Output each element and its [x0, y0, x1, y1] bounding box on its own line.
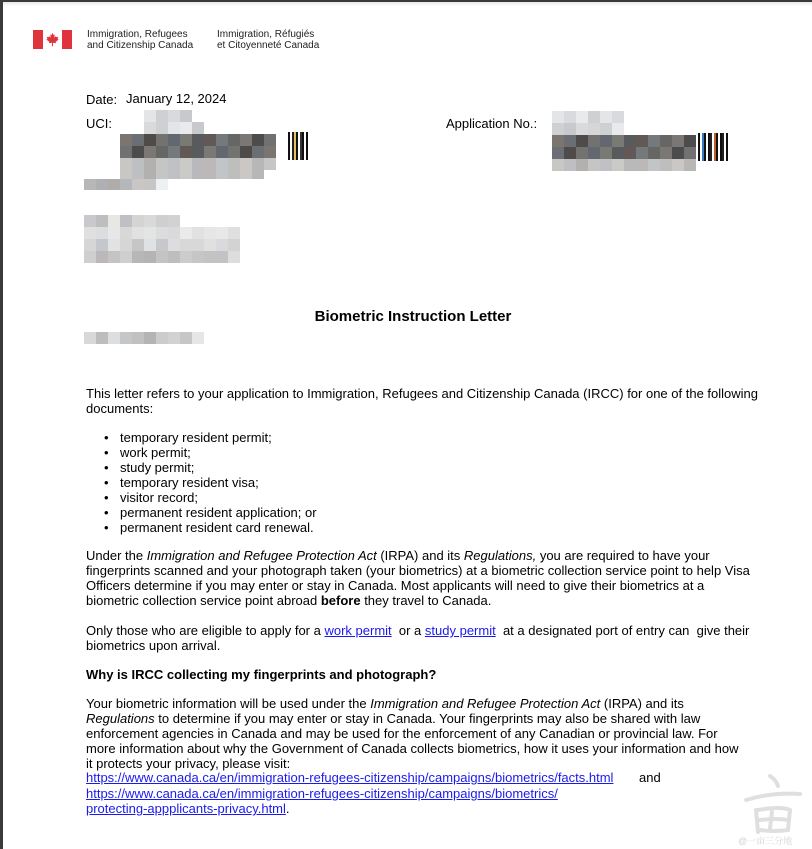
irpa-regulations: Regulations, [463, 548, 537, 563]
redaction-cell [588, 135, 600, 147]
redaction-cell [180, 110, 192, 122]
redaction-cell [264, 134, 276, 146]
redaction-cell [204, 215, 216, 227]
redaction-cell [216, 227, 228, 239]
redaction-cell [252, 122, 264, 134]
redaction-cell [576, 135, 588, 147]
redaction-cell [564, 159, 576, 171]
redaction-cell [144, 332, 156, 344]
redaction-cell [684, 147, 696, 159]
redaction-cell [216, 146, 228, 158]
redaction-cell [156, 179, 168, 190]
list-item: • permanent resident card renewal. [104, 520, 317, 535]
redaction-cell [204, 179, 216, 190]
redaction-cell [588, 159, 600, 171]
privacy-link-line2[interactable]: protecting-appplicants-privacy.html [86, 801, 286, 816]
redaction-cell [636, 135, 648, 147]
irpa-text: (IRPA) and its [376, 548, 464, 563]
redaction-cell [168, 122, 180, 134]
redaction-cell [624, 135, 636, 147]
redaction-cell [168, 134, 180, 146]
redacted-salutation [84, 332, 204, 344]
redaction-cell [624, 111, 636, 123]
redaction-cell [216, 251, 228, 263]
info-regulations: Regulations [86, 711, 155, 726]
redaction-cell [180, 251, 192, 263]
redaction-cell [636, 147, 648, 159]
redaction-cell [120, 110, 132, 122]
redaction-cell [204, 227, 216, 239]
intro-paragraph: This letter refers to your application to Immigration, Refugees and Citizenship Canada (IRCC) for one of the following documents: [86, 386, 758, 416]
department-name-english [87, 29, 193, 51]
redaction-cell [564, 147, 576, 159]
redaction-cell [96, 179, 108, 190]
redaction-cell [684, 111, 696, 123]
and-text: and [639, 770, 661, 785]
redaction-cell [180, 332, 192, 344]
redaction-cell [84, 227, 96, 239]
redaction-cell [144, 110, 156, 122]
redaction-cell [180, 239, 192, 251]
redaction-cell [132, 146, 144, 158]
redaction-cell [180, 215, 192, 227]
redaction-cell [228, 122, 240, 134]
redaction-cell [120, 122, 132, 134]
redaction-cell [108, 179, 120, 190]
redaction-cell [84, 239, 96, 251]
redaction-cell [168, 110, 180, 122]
redaction-cell [204, 110, 216, 122]
redaction-cell [108, 227, 120, 239]
redaction-cell [132, 239, 144, 251]
redaction-cell [576, 147, 588, 159]
redaction-cell [252, 179, 264, 190]
redaction-cell [84, 179, 96, 190]
redaction-cell [120, 332, 132, 344]
redaction-cell [144, 168, 156, 179]
redaction-cell [204, 122, 216, 134]
department-fr-line2: et Citoyenneté Canada [217, 40, 320, 51]
redaction-cell [684, 159, 696, 171]
redaction-cell [120, 179, 132, 190]
redaction-cell [120, 168, 132, 179]
redaction-cell [204, 168, 216, 179]
work-permit-link[interactable]: work permit [324, 623, 392, 638]
redaction-cell [132, 134, 144, 146]
redaction-cell [240, 134, 252, 146]
redaction-cell [564, 135, 576, 147]
port-text: at a designated port of entry can give their biometrics upon arrival. [86, 623, 753, 653]
redaction-cell [228, 134, 240, 146]
port-of-entry-paragraph [86, 623, 756, 653]
redaction-cell [180, 227, 192, 239]
department-fr-line1: Immigration, Réfugiés [217, 29, 315, 40]
redaction-cell [564, 123, 576, 135]
redaction-cell [216, 179, 228, 190]
redaction-cell [600, 135, 612, 147]
privacy-link-line1[interactable]: https://www.canada.ca/en/immigration-refugees-citizenship/campaigns/biometrics/ [86, 786, 558, 801]
redaction-cell [636, 123, 648, 135]
redaction-cell [228, 227, 240, 239]
redaction-cell [552, 159, 564, 171]
documents-list [104, 430, 317, 535]
redaction-cell [132, 168, 144, 179]
redaction-cell [156, 110, 168, 122]
redaction-cell [156, 227, 168, 239]
redaction-cell [552, 111, 564, 123]
redaction-cell [228, 110, 240, 122]
redaction-cell [216, 239, 228, 251]
redaction-cell [264, 158, 276, 170]
redaction-cell [156, 239, 168, 251]
redaction-cell [132, 227, 144, 239]
redaction-cell [120, 239, 132, 251]
biometrics-facts-link[interactable]: https://www.canada.ca/en/immigration-refugees-citizenship/campaigns/biometrics/facts.html [86, 770, 614, 785]
redaction-cell [204, 134, 216, 146]
redaction-cell [240, 110, 252, 122]
redaction-cell [192, 227, 204, 239]
redaction-cell [228, 168, 240, 179]
list-item: • temporary resident visa; [104, 475, 317, 490]
redaction-cell [108, 168, 120, 179]
redaction-cell [132, 122, 144, 134]
port-text: or a [391, 623, 425, 638]
redaction-cell [108, 251, 120, 263]
maple-leaf-icon [45, 32, 60, 47]
redaction-cell [144, 146, 156, 158]
redaction-cell [264, 110, 276, 122]
redaction-cell [96, 215, 108, 227]
redaction-cell [612, 147, 624, 159]
redaction-cell [192, 239, 204, 251]
irpa-emphasis: before [320, 593, 361, 608]
redacted-applicant-line [84, 168, 264, 190]
redaction-cell [552, 147, 564, 159]
redaction-cell [216, 122, 228, 134]
redaction-cell [228, 215, 240, 227]
redaction-cell [648, 147, 660, 159]
redaction-cell [168, 227, 180, 239]
redaction-cell [576, 159, 588, 171]
redacted-uci-barcode-stripes [288, 132, 308, 160]
redaction-cell [612, 123, 624, 135]
redaction-cell [144, 179, 156, 190]
redaction-cell [180, 179, 192, 190]
list-item: • study permit; [104, 460, 317, 475]
period: . [285, 801, 290, 816]
redaction-cell [252, 134, 264, 146]
redaction-cell [168, 239, 180, 251]
department-en-line1: Immigration, Refugees [87, 29, 188, 40]
redaction-cell [168, 168, 180, 179]
redaction-cell [216, 215, 228, 227]
redaction-cell [600, 111, 612, 123]
redaction-cell [156, 146, 168, 158]
redaction-cell [156, 134, 168, 146]
irpa-act-name: Immigration and Refugee Protection Act [146, 548, 377, 563]
redaction-cell [564, 111, 576, 123]
redacted-applicant-address [84, 215, 240, 263]
redaction-cell [252, 168, 264, 179]
list-item: • visitor record; [104, 490, 317, 505]
redaction-cell [132, 215, 144, 227]
redaction-cell [132, 179, 144, 190]
redaction-cell [648, 135, 660, 147]
redaction-cell [144, 215, 156, 227]
letter-title: Biometric Instruction Letter [314, 308, 512, 325]
window-top-shadow [3, 2, 812, 6]
redaction-cell [612, 111, 624, 123]
redaction-cell [168, 215, 180, 227]
redaction-cell [612, 135, 624, 147]
redaction-cell [588, 111, 600, 123]
redaction-cell [672, 111, 684, 123]
redaction-cell [108, 215, 120, 227]
redaction-cell [96, 227, 108, 239]
redaction-cell [192, 332, 204, 344]
redaction-cell [576, 123, 588, 135]
redaction-cell [588, 147, 600, 159]
info-text: Your biometric information will be used under the [86, 696, 371, 711]
redaction-cell [672, 147, 684, 159]
redaction-cell [156, 122, 168, 134]
redaction-cell [180, 134, 192, 146]
department-name-french [217, 29, 319, 51]
redaction-cell [144, 122, 156, 134]
redaction-cell [132, 251, 144, 263]
redacted-uci-barcode [120, 110, 276, 170]
info-text: (IRPA) and its [600, 696, 684, 711]
redaction-cell [588, 123, 600, 135]
redaction-cell [192, 146, 204, 158]
why-heading: Why is IRCC collecting my fingerprints and photograph? [86, 667, 437, 682]
redaction-cell [96, 332, 108, 344]
redaction-cell [192, 179, 204, 190]
redaction-cell [240, 179, 252, 190]
redaction-cell [120, 215, 132, 227]
redaction-cell [180, 146, 192, 158]
redaction-cell [108, 332, 120, 344]
redaction-cell [672, 159, 684, 171]
date-value: January 12, 2024 [126, 91, 227, 106]
redaction-cell [240, 168, 252, 179]
redaction-cell [660, 111, 672, 123]
redaction-cell [84, 332, 96, 344]
privacy-link-line2-wrap [86, 801, 290, 816]
study-permit-link[interactable]: study permit [424, 623, 496, 638]
redaction-cell [144, 227, 156, 239]
redaction-cell [144, 134, 156, 146]
redaction-cell [660, 123, 672, 135]
redaction-cell [228, 251, 240, 263]
redaction-cell [168, 146, 180, 158]
redaction-cell [228, 146, 240, 158]
redaction-cell [576, 111, 588, 123]
redaction-cell [144, 251, 156, 263]
redaction-cell [96, 168, 108, 179]
port-text: Only those who are eligible to apply for a [86, 623, 325, 638]
redaction-cell [672, 135, 684, 147]
redaction-cell [120, 251, 132, 263]
redaction-cell [156, 251, 168, 263]
redacted-application-barcode-stripes [698, 133, 730, 161]
redaction-cell [168, 332, 180, 344]
redaction-cell [192, 251, 204, 263]
redaction-cell [216, 134, 228, 146]
redaction-cell [192, 110, 204, 122]
info-act-name: Immigration and Refugee Protection Act [370, 696, 601, 711]
redaction-cell [264, 122, 276, 134]
uci-label: UCI: [86, 116, 112, 131]
department-en-line2: and Citizenship Canada [87, 40, 194, 51]
redaction-cell [240, 122, 252, 134]
redaction-cell [552, 123, 564, 135]
redaction-cell [180, 168, 192, 179]
redaction-cell [84, 251, 96, 263]
redaction-cell [306, 132, 308, 160]
redaction-cell [120, 146, 132, 158]
redaction-cell [84, 168, 96, 179]
application-number-label: Application No.: [446, 116, 538, 131]
redaction-cell [96, 251, 108, 263]
info-text: to determine if you may enter or stay in Canada. Your fingerprints may also be shared with law enforcement agencies in Canada and may be used for the enforcement of any Canadian or provincial law. For more information about why the Government of Canada collects biometrics, how it uses your information and how it protects your privacy, please visit: [86, 711, 739, 771]
irpa-text: Under the [86, 548, 147, 563]
date-label: Date: [86, 92, 118, 107]
redaction-cell [684, 135, 696, 147]
redaction-cell [624, 159, 636, 171]
list-item: • work permit; [104, 445, 317, 460]
redaction-cell [156, 215, 168, 227]
redaction-cell [228, 239, 240, 251]
redaction-cell [228, 179, 240, 190]
redaction-cell [108, 239, 120, 251]
redaction-cell [120, 227, 132, 239]
redaction-cell [180, 122, 192, 134]
redaction-cell [132, 110, 144, 122]
redaction-cell [192, 168, 204, 179]
redaction-cell [672, 123, 684, 135]
redacted-application-barcode [552, 111, 696, 171]
redaction-cell [84, 215, 96, 227]
redaction-cell [120, 134, 132, 146]
redaction-cell [648, 111, 660, 123]
redaction-cell [192, 215, 204, 227]
redaction-cell [624, 123, 636, 135]
redaction-cell [728, 133, 730, 161]
watermark-text: @一亩三分地 [738, 836, 793, 846]
redaction-cell [252, 146, 264, 158]
redaction-cell [600, 147, 612, 159]
irpa-paragraph [86, 548, 754, 608]
redaction-cell [600, 159, 612, 171]
redaction-cell [156, 168, 168, 179]
redaction-cell [648, 159, 660, 171]
redaction-cell [684, 123, 696, 135]
redaction-cell [216, 168, 228, 179]
redaction-cell [252, 110, 264, 122]
redaction-cell [204, 146, 216, 158]
redaction-cell [192, 122, 204, 134]
biometric-info-paragraph [86, 696, 746, 771]
list-item: • permanent resident application; or [104, 505, 317, 520]
redaction-cell [132, 332, 144, 344]
list-item: • temporary resident permit; [104, 430, 317, 445]
redaction-cell [600, 123, 612, 135]
irpa-text: you are required to have your fingerprints scanned and your photograph taken (your biometrics) at a biometric collection service point to help Visa Officers determine if you may enter or stay in Canada. Most applicants will need to give their biometrics at a biometric collection service point abroad [86, 548, 750, 608]
redaction-cell [660, 159, 672, 171]
redaction-cell [204, 239, 216, 251]
irpa-text: they travel to Canada. [360, 593, 492, 608]
redaction-cell [168, 251, 180, 263]
redaction-cell [192, 134, 204, 146]
redaction-cell [636, 111, 648, 123]
canada-flag-icon [33, 30, 72, 49]
redaction-cell [612, 159, 624, 171]
window-left-border [0, 0, 3, 849]
redaction-cell [240, 146, 252, 158]
redaction-cell [660, 135, 672, 147]
redaction-cell [204, 251, 216, 263]
redaction-cell [636, 159, 648, 171]
redaction-cell [216, 110, 228, 122]
redaction-cell [624, 147, 636, 159]
redaction-cell [660, 147, 672, 159]
redaction-cell [96, 239, 108, 251]
redaction-cell [648, 123, 660, 135]
redaction-cell [168, 179, 180, 190]
redaction-cell [552, 135, 564, 147]
redaction-cell [156, 332, 168, 344]
redaction-cell [144, 239, 156, 251]
redaction-cell [264, 146, 276, 158]
